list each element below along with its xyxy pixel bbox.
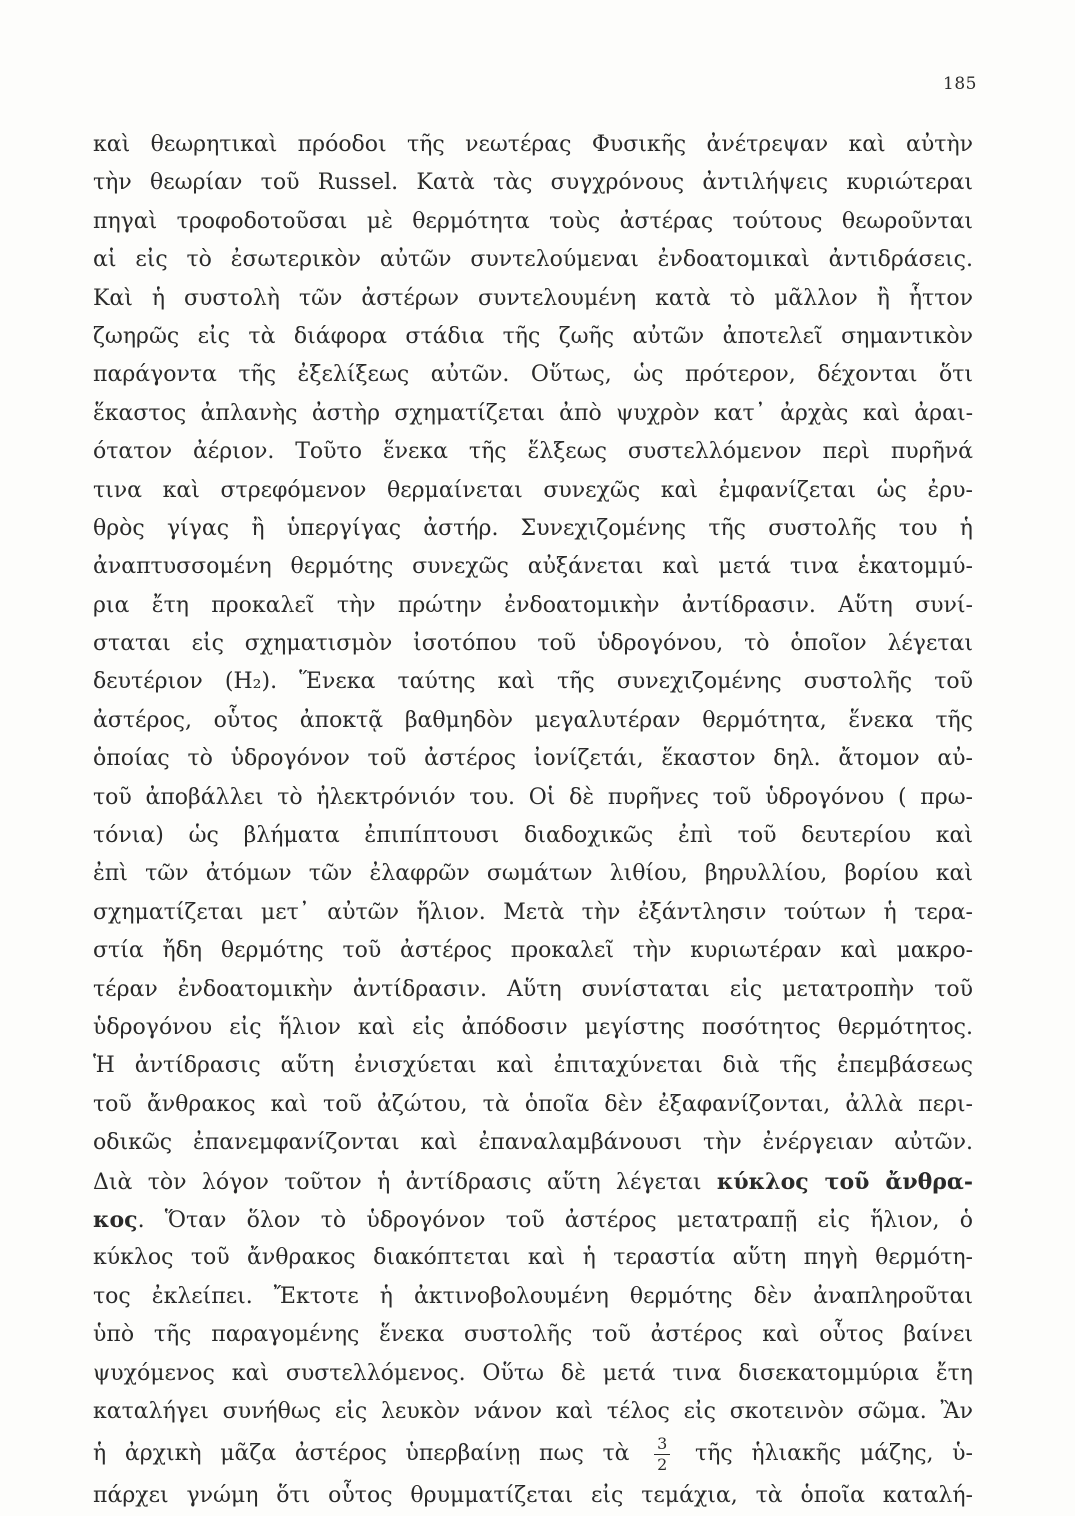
text-line: πηγαὶ τροφοδοτοῦσαι μὲ θερμότητα τοὺς ἀστέρας τούτους θεωροῦνται (93, 208, 973, 234)
bold-term: κύκλος τοῦ ἄνθρα- (716, 1168, 973, 1195)
text-line: στία ἤδη θερμότης τοῦ ἀστέρος προκαλεῖ τὴν κυριωτέραν καὶ μακρο- (93, 938, 973, 964)
text-line: ὑδρογόνου εἰς ἥλιον καὶ εἰς ἀπόδοσιν μεγίστης ποσότητος θερμότητος. (93, 1014, 973, 1040)
text-line: τοῦ ἄνθρακος καὶ τοῦ ἀζώτου, τὰ ὁποῖα δὲν ἐξαφανίζονται, ἀλλὰ περι- (93, 1091, 973, 1117)
bold-term-continued: κος (93, 1206, 138, 1233)
body-text (93, 126, 973, 1516)
text-line: τοῦ ἀποβάλλει τὸ ἠλεκτρόνιόν του. Οἱ δὲ πυρῆνες τοῦ ὑδρογόνου ( πρω- (93, 784, 973, 810)
text-line: κύκλος τοῦ ἄνθρακος διακόπτεται καὶ ἡ τεραστία αὕτη πηγὴ θερμότη- (93, 1245, 973, 1271)
text-line: σχηματίζεται μετ᾽ αὐτῶν ἥλιον. Μετὰ τὴν ἐξάντλησιν τούτων ἡ τερα- (93, 899, 973, 925)
text-line: ὁποίας τὸ ὑδρογόνον τοῦ ἀστέρος ἰονίζετάι, ἕκαστον δηλ. ἄτομον αὐ- (93, 746, 973, 772)
text-line: καταλήγει συνήθως εἰς λευκὸν νάνον καὶ τέλος εἰς σκοτεινὸν σῶμα. Ἂν (93, 1398, 973, 1424)
text-line: ἀστέρος, οὗτος ἀποκτᾷ βαθμηδὸν μεγαλυτέραν θερμότητα, ἕνεκα τῆς (93, 707, 973, 733)
text-line-with-fraction (93, 1431, 973, 1477)
text-line: τὴν θεωρίαν τοῦ Russel. Κατὰ τὰς συγχρόνους ἀντιλήψεις κυριώτεραι (93, 170, 973, 196)
text-line: ψυχόμενος καὶ συστελλόμενος. Οὕτω δὲ μετά τινα δισεκατομμύρια ἔτη (93, 1360, 973, 1386)
text-line-with-bold (93, 1201, 973, 1239)
text-line: καὶ θεωρητικαὶ πρόοδοι τῆς νεωτέρας Φυσικῆς ἀνέτρεψαν καὶ αὐτὴν (93, 132, 973, 157)
text-line: ἕκαστος ἀπλανὴς ἀστὴρ σχηματίζεται ἀπὸ ψυχρὸν κατ᾽ ἀρχὰς καὶ ἀραι- (93, 400, 973, 426)
text-line: Καὶ ἡ συστολὴ τῶν ἀστέρων συντελουμένη κατὰ τὸ μᾶλλον ἢ ἧττον (93, 285, 973, 311)
text-line: ὑπὸ τῆς παραγομένης ἕνεκα συστολῆς τοῦ ἀστέρος καὶ οὗτος βαίνει (93, 1322, 973, 1348)
text-line: αἱ εἰς τὸ ἐσωτερικὸν αὐτῶν συντελούμεναι ἐνδοατομικαὶ ἀντιδράσεις. (93, 247, 973, 273)
text-line: τέραν ἐνδοατομικὴν ἀντίδρασιν. Αὕτη συνίσταται εἰς μετατροπὴν τοῦ (93, 976, 973, 1002)
text-line: παράγοντα τῆς ἐξελίξεως αὐτῶν. Οὕτως, ὡς πρότερον, δέχονται ὅτι (93, 362, 973, 388)
text-line: ρια ἔτη προκαλεῖ τὴν πρώτην ἐνδοατομικὴν ἀντίδρασιν. Αὕτη συνί- (93, 592, 973, 618)
text-segment: τῆς ἡλιακῆς μάζης, ὑ- (695, 1441, 973, 1467)
fraction-denominator: 2 (657, 1454, 668, 1474)
text-line: Ἡ ἀντίδρασις αὕτη ἐνισχύεται καὶ ἐπιταχύνεται διὰ τῆς ἐπεμβάσεως (93, 1053, 973, 1079)
text-segment: Διὰ τὸν λόγον τοῦτον ἡ ἀντίδρασις αὕτη λέγεται (93, 1169, 702, 1195)
text-line: τόνια) ὡς βλήματα ἐπιπίπτουσι διαδοχικῶς ἐπὶ τοῦ δευτερίου καὶ (93, 823, 973, 849)
page-number: 185 (943, 74, 977, 94)
text-line: οδικῶς ἐπανεμφανίζονται καὶ ἐπαναλαμβάνουσι τὴν ἐνέργειαν αὐτῶν. (93, 1130, 973, 1156)
fraction (654, 1433, 670, 1474)
text-segment: ἡ ἀρχικὴ μᾶζα ἀστέρος ὑπερβαίνῃ πως τὰ (93, 1441, 630, 1467)
text-line: δευτέριον (H₂). Ἕνεκα ταύτης καὶ τῆς συνεχιζομένης συστολῆς τοῦ (93, 669, 973, 695)
text-line: σταται εἰς σχηματισμὸν ἰσοτόπου τοῦ ὑδρογόνου, τὸ ὁποῖον λέγεται (93, 631, 973, 657)
fraction-numerator: 3 (657, 1433, 668, 1453)
text-line: τινα καὶ στρεφόμενον θερμαίνεται συνεχῶς καὶ ἐμφανίζεται ὡς ἐρυ- (93, 477, 973, 503)
text-line-with-bold (93, 1163, 973, 1201)
text-line: ἐπὶ τῶν ἀτόμων τῶν ἐλαφρῶν σωμάτων λιθίου, βηρυλλίου, βορίου καὶ (93, 861, 973, 887)
text-segment: . Ὅταν ὅλον τὸ ὑδρογόνον τοῦ ἀστέρος μετατραπῇ εἰς ἥλιον, ὁ (137, 1207, 973, 1233)
text-line: θρὸς γίγας ἢ ὑπεργίγας ἀστήρ. Συνεχιζομένης τῆς συστολῆς του ἡ (93, 515, 973, 541)
text-line: τος ἐκλείπει. Ἔκτοτε ἡ ἀκτινοβολουμένη θερμότης δὲν ἀναπληροῦται (93, 1283, 973, 1309)
text-line: πάρχει γνώμη ὅτι οὗτος θρυμματίζεται εἰς τεμάχια, τὰ ὁποῖα καταλή- (93, 1483, 973, 1509)
text-line: ότατον ἀέριον. Τοῦτο ἕνεκα τῆς ἕλξεως συστελλόμενον περὶ πυρῆνά (93, 439, 973, 465)
text-line: ἀναπτυσσομένη θερμότης συνεχῶς αὐξάνεται καὶ μετά τινα ἑκατομμύ- (93, 554, 973, 580)
text-line: ζωηρῶς εἰς τὰ διάφορα στάδια τῆς ζωῆς αὐτῶν ἀποτελεῖ σημαντικὸν (93, 323, 973, 349)
